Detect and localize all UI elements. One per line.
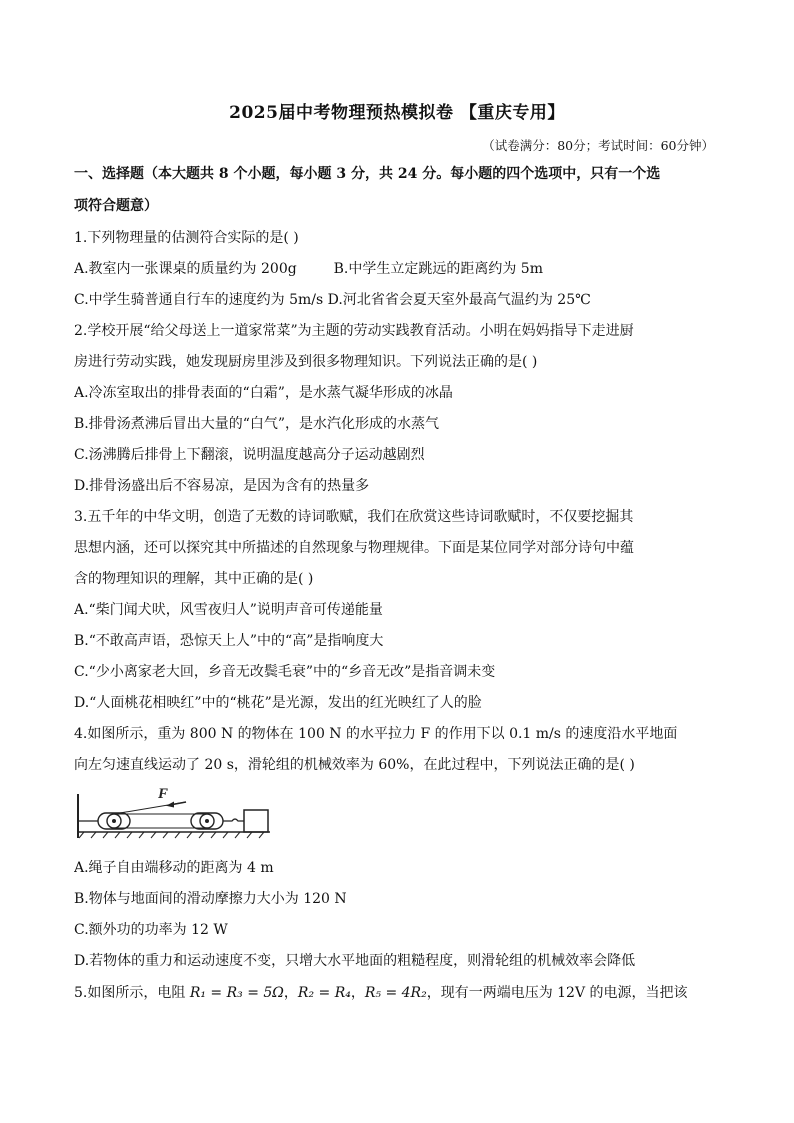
q1-options-row-1 (74, 259, 722, 279)
q2-stem-line-2: 房进行劳动实践，她发现厨房里涉及到很多物理知识。下列说法正确的是( ) (74, 354, 538, 370)
q4-option-a: A.绳子自由端移动的距离为 4 m (74, 860, 274, 876)
q5-suffix: ，现有一两端电压为 12V 的电源，当把该 (426, 985, 688, 1001)
q1-option-b: B.中学生立定跳远的距离约为 5m (333, 261, 543, 277)
q4-stem-line-1: 4.如图所示，重为 800 N 的物体在 100 N 的水平拉力 F 的作用下以 0.1 m/s 的速度沿水平地面 (74, 726, 678, 742)
q5-expr-2: R₂ = R₄ (297, 985, 351, 1001)
q3-option-d: D.“人面桃花相映红”中的“桃花”是光源，发出的红光映红了人的脸 (74, 695, 482, 711)
exam-meta: （试卷满分：80分；考试时间：60分钟） (482, 138, 714, 153)
section-heading-line-1: 一、选择题（本大题共 8 个小题，每小题 3 分，共 24 分。每小题的四个选项中，只有一个选 (74, 166, 661, 182)
q2-option-a: A.冷冻室取出的排骨表面的“白霜”，是水蒸气凝华形成的冰晶 (74, 385, 453, 401)
q5-expr-1: R₁ = R₃ = 5Ω (189, 985, 284, 1001)
q1-stem: 1.下列物理量的估测符合实际的是( ) (74, 230, 299, 246)
q1-option-c: C.中学生骑普通自行车的速度约为 5m/s (74, 292, 324, 308)
q3-option-b: B.“不敢高声语，恐惊天上人”中的“高”是指响度大 (74, 633, 384, 649)
q3-option-c: C.“少小离家老大回，乡音无改鬓毛衰”中的“乡音无改”是指音调未变 (74, 664, 496, 680)
q5-prefix: 5.如图所示，电阻 (74, 985, 190, 1001)
q5-stem: 5.如图所示，电阻 R₁ = R₃ = 5Ω，R₂ = R₄，R₅ = 4R₂，现有一两端电压为 12V 的电源，当把该 (74, 985, 688, 1001)
q3-stem-line-3: 含的物理知识的理解，其中正确的是( ) (74, 571, 314, 587)
q3-stem-line-1: 3.五千年的中华文明，创造了无数的诗词歌赋，我们在欣赏这些诗词歌赋时，不仅要挖掘其 (74, 509, 634, 525)
q4-option-c: C.额外功的功率为 12 W (74, 922, 228, 938)
q2-stem-line-1: 2.学校开展“给父母送上一道家常菜”为主题的劳动实践教育活动。小明在妈妈指导下走进厨 (74, 323, 634, 339)
fixed-pulley-axle (112, 819, 116, 823)
q1-options-row-2 (74, 290, 722, 310)
ground-hatch (79, 832, 264, 838)
force-label: F (158, 786, 169, 802)
q4-option-b: B.物体与地面间的滑动摩擦力大小为 120 N (74, 891, 347, 907)
block-hook (223, 819, 244, 821)
q1-option-a: A.教室内一张课桌的质量约为 200g (74, 261, 297, 277)
q3-stem-line-2: 思想内涵，还可以探究其中所描述的自然现象与物理规律。下面是某位同学对部分诗句中蕴 (74, 540, 634, 556)
q2-option-c: C.汤沸腾后排骨上下翻滚，说明温度越高分子运动越剧烈 (74, 447, 425, 463)
q3-option-a: A.“柴门闻犬吠，风雪夜归人”说明声音可传递能量 (74, 602, 383, 618)
object-block (244, 810, 268, 832)
page-title: 2025届中考物理预热模拟卷 【重庆专用】 (229, 103, 565, 123)
force-arrow-head (166, 802, 174, 808)
q2-option-b: B.排骨汤煮沸后冒出大量的“白气”，是水汽化形成的水蒸气 (74, 416, 440, 432)
section-heading-line-2: 项符合题意） (74, 198, 158, 214)
pulley-diagram (74, 786, 274, 842)
q2-option-d: D.排骨汤盛出后不容易凉，是因为含有的热量多 (74, 478, 370, 494)
q4-stem-line-2: 向左匀速直线运动了 20 s，滑轮组的机械效率为 60%，在此过程中，下列说法正确的是( ) (74, 757, 635, 773)
q4-option-d: D.若物体的重力和运动速度不变，只增大水平地面的粗糙程度，则滑轮组的机械效率会降低 (74, 953, 636, 969)
movable-pulley-axle (205, 819, 209, 823)
q5-expr-3: R₅ = 4R₂ (364, 985, 427, 1001)
q1-option-d: D.河北省省会夏天室外最高气温约为 25℃ (327, 292, 591, 308)
